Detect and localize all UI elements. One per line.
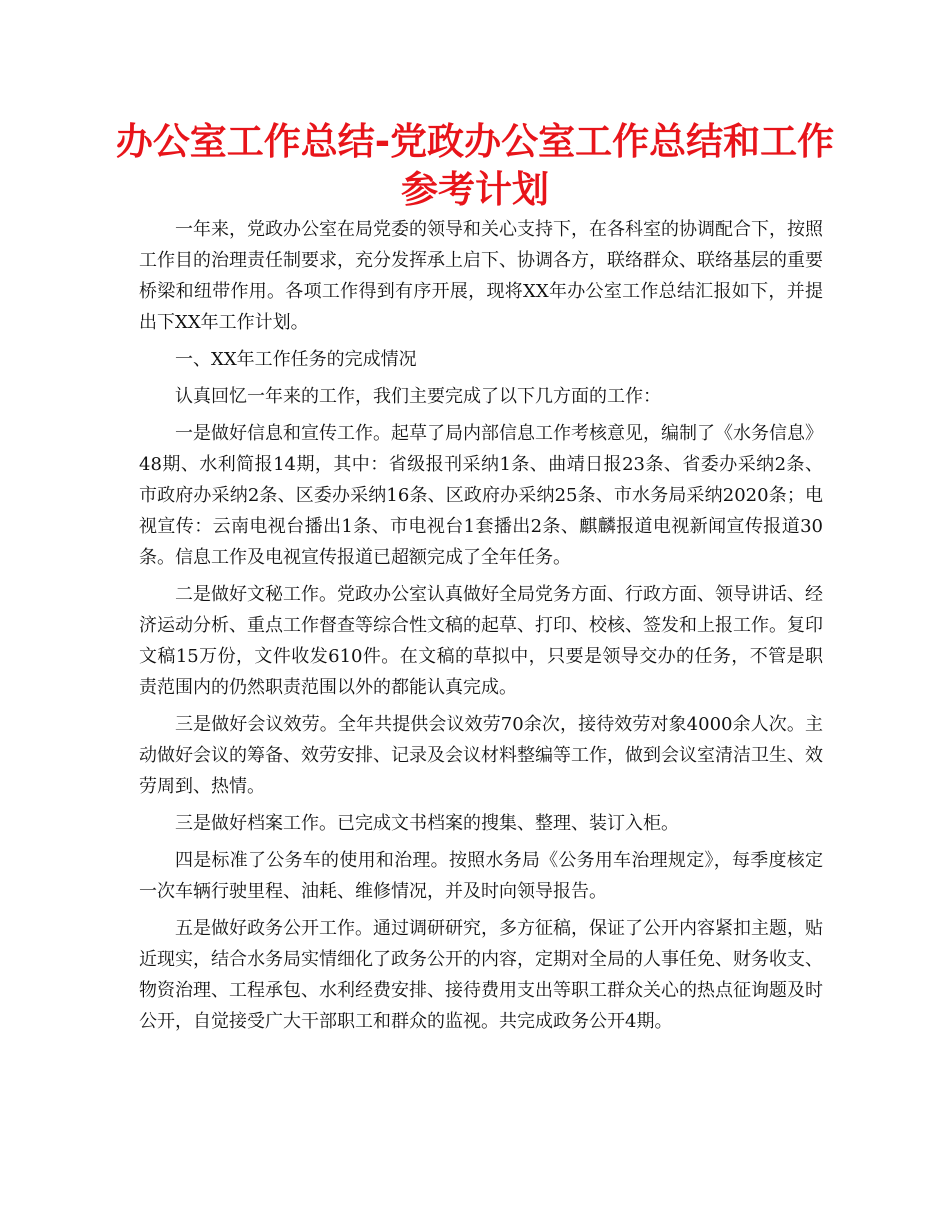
paragraph-information: 一是做好信息和宣传工作。起草了局内部信息工作考核意见，编制了《水务信息》48期、水利简报14期，其中：省级报刊采纳1条、曲靖日报23条、省委办采纳2条、市政府办采纳2条、区委办采纳16条、区政府办采纳25条、市水务局采纳2020条；电视宣传：云南电视台播出1条、市电视台1套播出2条、麒麟报道电视新闻宣传报道30条。信息工作及电视宣传报道已超额完成了全年任务。	[139, 423, 823, 568]
paragraph-review: 认真回忆一年来的工作，我们主要完成了以下几方面的工作：	[175, 386, 661, 407]
document-title: 办公室工作总结-党政办公室工作总结和工作参考计划	[115, 120, 835, 211]
paragraph-archives: 三是做好档案工作。已完成文书档案的搜集、整理、装订入柜。	[175, 813, 679, 834]
paragraph-vehicles: 四是标准了公务车的使用和治理。按照水务局《公务用车治理规定》，每季度核定一次车辆行驶里程、油耗、维修情况，并及时向领导报告。	[139, 850, 823, 902]
document-body	[139, 214, 823, 1043]
paragraph-intro: 一年来，党政办公室在局党委的领导和关心支持下，在各科室的协调配合下，按照工作目的治理责任制要求，充分发挥承上启下、协调各方，联络群众、联络基层的重要桥梁和纽带作用。各项工作得到有序开展，现将XX年办公室工作总结汇报如下，并提出下XX年工作计划。	[139, 219, 823, 333]
paragraph-transparency: 五是做好政务公开工作。通过调研研究，多方征稿，保证了公开内容紧扣主题，贴近现实，结合水务局实情细化了政务公开的内容，定期对全局的人事任免、财务收支、物资治理、工程承包、水利经费安排、接待费用支出等职工群众关心的热点征询题及时公开，自觉接受广大干部职工和群众的监视。共完成政务公开4期。	[139, 918, 823, 1032]
paragraph-secretarial: 二是做好文秘工作。党政办公室认真做好全局党务方面、行政方面、领导讲话、经济运动分析、重点工作督查等综合性文稿的起草、打印、校核、签发和上报工作。复印文稿15万份，文件收发610件。在文稿的草拟中，只要是领导交办的任务，不管是职责范围内的仍然职责范围以外的都能认真完成。	[139, 584, 823, 698]
section-heading: 一、XX年工作任务的完成情况	[175, 349, 417, 370]
paragraph-meetings: 三是做好会议效劳。全年共提供会议效劳70余次，接待效劳对象4000余人次。主动做好会议的筹备、效劳安排、记录及会议材料整编等工作，做到会议室清洁卫生、效劳周到、热情。	[139, 714, 823, 797]
